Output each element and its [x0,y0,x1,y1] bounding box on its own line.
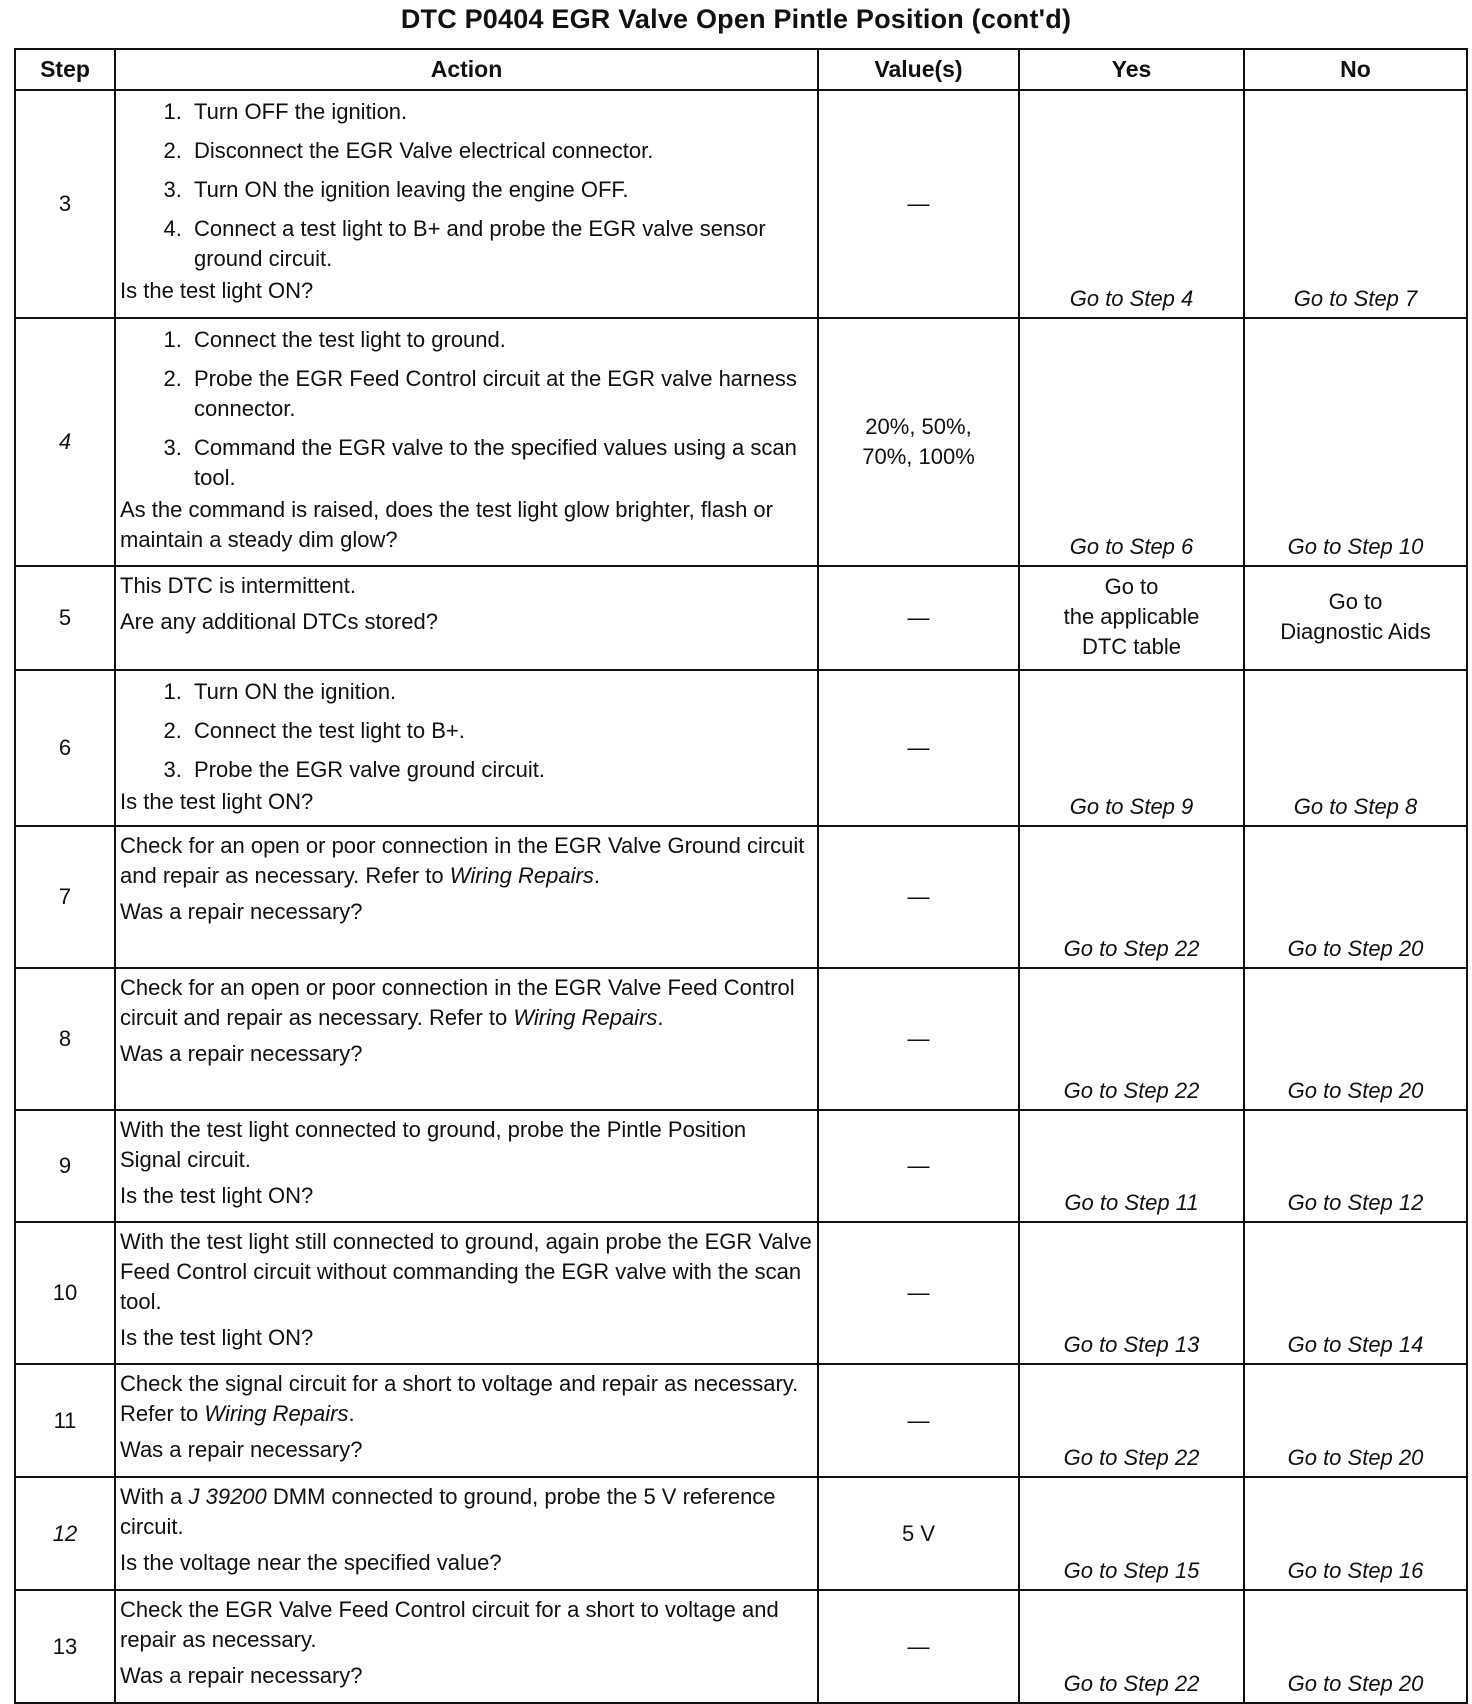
header-no: No [1244,49,1467,90]
table-row [15,1110,1467,1222]
list-item: 1. Turn ON the ignition. [188,677,813,707]
action-text-main: Check for an open or poor connection in the EGR Valve Feed Control circuit and repair as necessary. Refer to [120,975,795,1030]
reference-link[interactable]: Wiring Repairs [513,1005,658,1030]
no-cell: Go to Step 20 [1244,1364,1467,1477]
tool-name: J 39200 [188,1484,267,1509]
value-line: 70%, 100% [862,444,975,469]
no-cell: Go to Step 14 [1244,1222,1467,1364]
yes-cell: Go to Step 9 [1019,670,1244,826]
table-row [15,1477,1467,1590]
no-cell [1244,566,1467,670]
action-cell [115,1590,818,1703]
action-text: Check the EGR Valve Feed Control circuit for a short to voltage and repair as necessary. [120,1597,779,1652]
action-list [120,677,813,785]
action-cell [115,1222,818,1364]
list-item: 1. Connect the test light to ground. [188,325,813,355]
no-cell: Go to Step 7 [1244,90,1467,318]
yes-cell: Go to Step 11 [1019,1110,1244,1222]
yes-cell: Go to Step 15 [1019,1477,1244,1590]
value-cell [818,318,1019,566]
reference-link[interactable]: Wiring Repairs [204,1401,349,1426]
value-cell: — [818,1222,1019,1364]
yes-cell: Go to Step 13 [1019,1222,1244,1364]
reference-link[interactable]: Wiring Repairs [449,863,594,888]
no-line: Go to [1328,588,1383,614]
step-number: 10 [15,1222,115,1364]
value-cell: 5 V [818,1477,1019,1590]
yes-cell: Go to Step 22 [1019,1590,1244,1703]
yes-cell [1019,566,1244,670]
value-cell: — [818,566,1019,670]
action-text [120,1482,813,1542]
header-action: Action [115,49,818,90]
yes-cell: Go to Step 22 [1019,826,1244,968]
table-row [15,566,1467,670]
action-text [120,831,813,891]
yes-cell: Go to Step 4 [1019,90,1244,318]
action-question: Is the test light ON? [120,1183,314,1208]
action-text-end: . [593,863,600,888]
yes-cell: Go to Step 22 [1019,1364,1244,1477]
action-cell [115,968,818,1110]
table-row [15,1222,1467,1364]
header-yes: Yes [1019,49,1244,90]
action-cell [115,1110,818,1222]
action-question: Was a repair necessary? [120,1437,363,1462]
action-cell [115,826,818,968]
action-cell [115,566,818,670]
no-cell: Go to Step 20 [1244,1590,1467,1703]
diagnostic-table [14,48,1468,1704]
action-question: Is the test light ON? [120,1325,314,1350]
value-cell: — [818,968,1019,1110]
no-cell: Go to Step 10 [1244,318,1467,566]
value-cell: — [818,1590,1019,1703]
action-text-end: . [657,1005,664,1030]
yes-line: the applicable [1063,603,1200,629]
action-text: With the test light still connected to ground, again probe the EGR Valve Feed Control circuit without commanding the EGR valve with the scan tool. [120,1229,812,1314]
step-number: 9 [15,1110,115,1222]
yes-line: Go to [1104,573,1159,599]
action-question: Are any additional DTCs stored? [120,609,438,634]
step-number: 6 [15,670,115,826]
table-row [15,318,1467,566]
step-number: 13 [15,1590,115,1703]
action-question: Is the test light ON? [120,789,314,814]
step-number: 12 [15,1477,115,1590]
action-question: Was a repair necessary? [120,1663,363,1688]
no-cell: Go to Step 12 [1244,1110,1467,1222]
value-cell: — [818,1364,1019,1477]
action-cell [115,1477,818,1590]
header-step: Step [15,49,115,90]
no-cell: Go to Step 8 [1244,670,1467,826]
step-number: 4 [15,318,115,566]
action-text: This DTC is intermittent. [120,573,356,598]
step-number: 3 [15,90,115,318]
step-number: 5 [15,566,115,670]
value-cell: — [818,1110,1019,1222]
action-cell [115,670,818,826]
value-cell: — [818,90,1019,318]
step-number: 11 [15,1364,115,1477]
value-line: 20%, 50%, [865,414,972,439]
list-item: 3. Probe the EGR valve ground circuit. [188,755,813,785]
action-question: Is the voltage near the specified value? [120,1550,502,1575]
list-item: 2. Disconnect the EGR Valve electrical connector. [188,136,813,166]
action-text: With the test light connected to ground, probe the Pintle Position Signal circuit. [120,1117,747,1172]
no-cell: Go to Step 16 [1244,1477,1467,1590]
table-row [15,90,1467,318]
action-text-pre: With a [120,1484,183,1509]
yes-line: DTC table [1081,633,1182,659]
action-text-end: . [348,1401,355,1426]
list-item: 4. Connect a test light to B+ and probe the EGR valve sensor ground circuit. [188,214,813,274]
table-row [15,1364,1467,1477]
list-item: 3. Command the EGR valve to the specified values using a scan tool. [188,433,813,493]
action-question: As the command is raised, does the test light glow brighter, flash or maintain a steady dim glow? [120,497,773,552]
action-cell [115,90,818,318]
step-number: 7 [15,826,115,968]
action-list [120,97,813,274]
table-row [15,1590,1467,1703]
action-question: Was a repair necessary? [120,899,363,924]
list-item: 3. Turn ON the ignition leaving the engine OFF. [188,175,813,205]
action-text-post: DMM connected to ground, probe the 5 V reference circuit. [120,1484,776,1539]
list-item: 2. Probe the EGR Feed Control circuit at the EGR valve harness connector. [188,364,813,424]
action-list [120,325,813,493]
action-text-main: Check the signal circuit for a short to voltage and repair as necessary. Refer to [120,1371,799,1426]
header-values: Value(s) [818,49,1019,90]
action-question: Was a repair necessary? [120,1041,363,1066]
table-row [15,968,1467,1110]
action-text [120,973,813,1033]
action-question: Is the test light ON? [120,278,314,303]
no-cell: Go to Step 20 [1244,968,1467,1110]
list-item: 2. Connect the test light to B+. [188,716,813,746]
action-cell [115,1364,818,1477]
page-title: DTC P0404 EGR Valve Open Pintle Position (cont'd) [400,4,1072,34]
yes-cell: Go to Step 22 [1019,968,1244,1110]
no-line: Diagnostic Aids [1280,618,1431,644]
step-number: 8 [15,968,115,1110]
action-cell [115,318,818,566]
value-cell: — [818,670,1019,826]
action-text-main: Check for an open or poor connection in the EGR Valve Ground circuit and repair as necessary. Refer to [120,833,805,888]
no-cell: Go to Step 20 [1244,826,1467,968]
table-row [15,670,1467,826]
yes-cell: Go to Step 6 [1019,318,1244,566]
action-text [120,1369,813,1429]
table-row [15,826,1467,968]
value-cell: — [818,826,1019,968]
list-item: 1. Turn OFF the ignition. [188,97,813,127]
header-row [15,49,1467,90]
